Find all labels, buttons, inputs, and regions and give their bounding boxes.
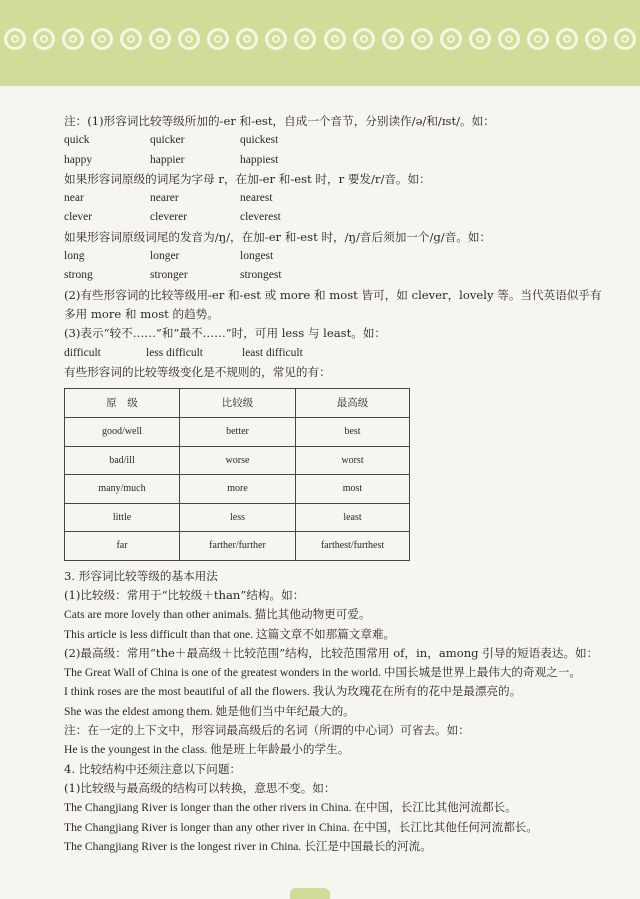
ring-decoration-icon xyxy=(4,28,26,50)
ring-decoration-icon xyxy=(265,28,287,50)
comparative-form: stronger xyxy=(150,269,188,282)
superlative-form: strongest xyxy=(240,269,282,282)
ring-decoration-icon xyxy=(294,28,316,50)
ring-decoration-icon xyxy=(149,28,171,50)
example-sentence: The Changjiang River is the longest river in China. 长江是中国最长的河流。 xyxy=(64,839,432,853)
ring-decoration-icon xyxy=(91,28,113,50)
note-line: 注：在一定的上下文中，形容词最高级后的名词（所谓的中心词）可省去。如： xyxy=(64,723,470,738)
rule-paragraph: (2)有些形容词的比较等级用-er 和-est 或 more 和 most 皆可，如 clever，lovely 等。当代英语似乎有多用 more 和 most 的趋势。 xyxy=(64,287,602,321)
header-comparative: 比较级 xyxy=(180,389,296,418)
decorative-header-band xyxy=(0,0,640,86)
word-row xyxy=(64,189,604,208)
table-intro: 有些形容词的比较等级变化是不规则的，常见的有： xyxy=(64,364,331,379)
superlative-form: cleverest xyxy=(240,211,281,224)
example-sentence: I think roses are the most beautiful of all the flowers. 我认为玫瑰花在所有的花中是最漂亮的。 xyxy=(64,685,522,699)
positive-form: quick xyxy=(64,134,90,147)
table-row xyxy=(65,418,410,447)
table-cell: bad/ill xyxy=(65,446,180,475)
ring-decoration-icon xyxy=(324,28,346,50)
ring-decoration-icon xyxy=(120,28,142,50)
table-cell: worse xyxy=(180,446,296,475)
word-group-4 xyxy=(64,344,604,363)
positive-form: long xyxy=(64,250,85,263)
ring-decoration-icon xyxy=(614,28,636,50)
ring-decoration-icon xyxy=(353,28,375,50)
ring-decoration-icon xyxy=(207,28,229,50)
table-row xyxy=(65,503,410,532)
rule-line: (3)表示“较不……”和“最不……”时，可用 less 与 least。如： xyxy=(64,326,387,341)
ring-decoration-icon xyxy=(33,28,55,50)
table-cell: most xyxy=(296,475,410,504)
example-sentence: She was the eldest among them. 她是他们当中年纪最大的。 xyxy=(64,704,355,718)
positive-form: near xyxy=(64,192,84,205)
rule-line: 如果形容词原级的词尾为字母 r，在加-er 和-est 时，r 要发/r/音。如： xyxy=(64,171,431,186)
ring-decoration-icon xyxy=(527,28,549,50)
comparative-form: cleverer xyxy=(150,211,188,224)
ring-decoration-icon xyxy=(498,28,520,50)
note-line: 注：(1)形容词比较等级所加的-er 和-est，自成一个音节，分别读作/ə/和/ɪst/。如： xyxy=(64,114,495,128)
subsection-line: (1)比较级：常用于“比较级＋than”结构。如： xyxy=(64,587,305,602)
table-cell: worst xyxy=(296,446,410,475)
word-group-2 xyxy=(64,189,604,228)
superlative-form: longest xyxy=(240,250,274,263)
example-sentence: The Changjiang River is longer than the other rivers in China. 在中国，长江比其他河流都长。 xyxy=(64,801,517,815)
ring-decoration-icon xyxy=(440,28,462,50)
ring-decoration-icon xyxy=(556,28,578,50)
word-row xyxy=(64,131,604,150)
positive-form: difficult xyxy=(64,346,101,359)
section-heading: 3. 形容词比较等级的基本用法 xyxy=(64,568,218,583)
table-cell: farthest/furthest xyxy=(296,532,410,561)
table-cell: far xyxy=(65,532,180,561)
table-cell: good/well xyxy=(65,418,180,447)
table-cell: more xyxy=(180,475,296,504)
ring-decoration-icon xyxy=(382,28,404,50)
word-group-3 xyxy=(64,247,604,286)
subsection-paragraph: (2)最高级：常用“the＋最高级＋比较范围”结构，比较范围常用 of，in，among 引导的短语表达。如： xyxy=(64,645,599,660)
section-heading: 4. 比较结构中还须注意以下问题： xyxy=(64,761,242,776)
table-cell: best xyxy=(296,418,410,447)
word-row xyxy=(64,266,604,285)
table-header-row xyxy=(65,389,410,418)
positive-form: clever xyxy=(64,211,93,224)
table-row xyxy=(65,532,410,561)
rule-line: 如果形容词原级词尾的发音为/ŋ/，在加-er 和-est 时，/ŋ/音后须加一个/g/音。如： xyxy=(64,229,492,244)
ring-decoration-icon xyxy=(585,28,607,50)
irregular-comparison-table xyxy=(64,388,410,561)
superlative-form: least difficult xyxy=(242,346,303,359)
ring-decoration-icon xyxy=(236,28,258,50)
header-superlative: 最高级 xyxy=(296,389,410,418)
ring-decoration-icon xyxy=(469,28,491,50)
example-sentence: The Great Wall of China is one of the greatest wonders in the world. 中国长城是世界上最伟大的奇观之一。 xyxy=(64,666,581,680)
word-row xyxy=(64,151,604,170)
table-cell: little xyxy=(65,503,180,532)
ring-decoration-icon xyxy=(178,28,200,50)
example-sentence: Cats are more lovely than other animals. 猫比其他动物更可爱。 xyxy=(64,608,371,622)
comparative-form: less difficult xyxy=(146,346,203,359)
table-cell: less xyxy=(180,503,296,532)
ring-decoration-icon xyxy=(411,28,433,50)
comparative-form: longer xyxy=(150,250,180,263)
word-row xyxy=(64,247,604,266)
page-content xyxy=(64,112,604,856)
table-cell: better xyxy=(180,418,296,447)
header-rings xyxy=(4,20,636,60)
positive-form: strong xyxy=(64,269,93,282)
table-cell: farther/further xyxy=(180,532,296,561)
subsection-line: (1)比较级与最高级的结构可以转换，意思不变。如： xyxy=(64,780,336,795)
page-bottom-tab xyxy=(290,888,330,899)
positive-form: happy xyxy=(64,153,93,166)
superlative-form: happiest xyxy=(240,153,279,166)
word-group-1 xyxy=(64,131,604,170)
header-positive: 原 级 xyxy=(65,389,180,418)
example-sentence: He is the youngest in the class. 他是班上年龄最小的学生。 xyxy=(64,743,350,757)
ring-decoration-icon xyxy=(62,28,84,50)
comparative-form: nearer xyxy=(150,192,179,205)
comparative-form: happier xyxy=(150,153,185,166)
table-row xyxy=(65,475,410,504)
table-row xyxy=(65,446,410,475)
word-row xyxy=(64,208,604,227)
table-cell: many/much xyxy=(65,475,180,504)
superlative-form: nearest xyxy=(240,192,273,205)
example-sentence: The Changjiang River is longer than any other river in China. 在中国，长江比其他任何河流都长。 xyxy=(64,820,538,834)
example-sentence: This article is less difficult than that one. 这篇文章不如那篇文章难。 xyxy=(64,627,396,641)
table-cell: least xyxy=(296,503,410,532)
word-row xyxy=(64,344,604,363)
superlative-form: quickest xyxy=(240,134,279,147)
comparative-form: quicker xyxy=(150,134,185,147)
